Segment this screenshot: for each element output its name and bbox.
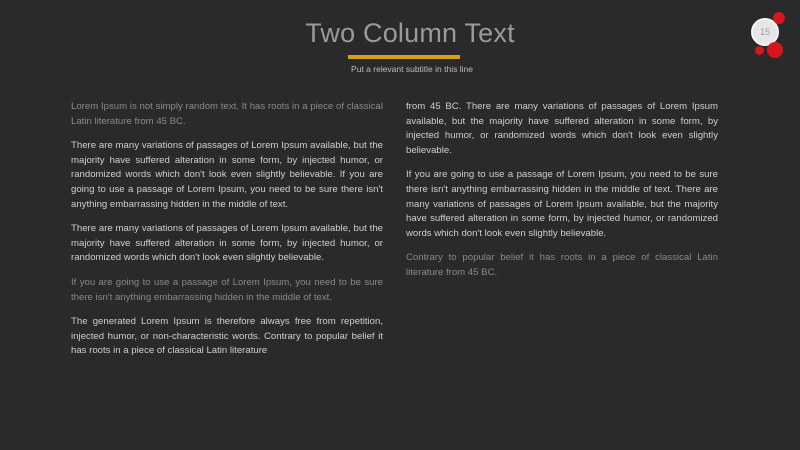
decorative-dot-icon bbox=[773, 12, 785, 24]
paragraph: There are many variations of passages of Lorem Ipsum available, but the majority have suffered alteration in some form, by injected humor, or randomized words which don't look even slightly believable. If you are going to use a passage of Lorem Ipsum, you need to be sure there isn't anything embarrassing hidden in the middle of text. bbox=[71, 140, 383, 210]
title-underline bbox=[348, 55, 460, 59]
paragraph: from 45 BC. There are many variations of passages of Lorem Ipsum available, but the majority have suffered alteration in some form, by injected humor, or randomized words which don't look even slightly believable. bbox=[406, 101, 718, 156]
text-column-left bbox=[71, 100, 383, 369]
paragraph: The generated Lorem Ipsum is therefore always free from repetition, injected humor, or non-characteristic words. Contrary to popular belief it has roots in a piece of classical Latin literature bbox=[71, 316, 383, 357]
paragraph: Lorem Ipsum is not simply random text. It has roots in a piece of classical Latin literature from 45 BC. bbox=[71, 101, 383, 127]
text-column-right bbox=[406, 100, 718, 291]
paragraph: If you are going to use a passage of Lorem Ipsum, you need to be sure there isn't anything embarrassing hidden in the middle of text. There are many variations of passages of Lorem Ipsum available, but the majority have suffered alteration in some form, by injected humor, or randomized words which don't look even slightly believable. bbox=[406, 169, 718, 239]
slide-subtitle: Put a relevant subtitle in this line bbox=[351, 64, 473, 74]
paragraph: If you are going to use a passage of Lorem Ipsum, you need to be sure there isn't anything embarrassing hidden in the middle of text. bbox=[71, 276, 383, 303]
page-number-badge: 15 bbox=[751, 18, 779, 46]
paragraph: Contrary to popular belief it has roots in a piece of classical Latin literature from 45 BC. bbox=[406, 252, 718, 278]
decorative-dot-icon bbox=[755, 46, 764, 55]
decorative-dot-icon bbox=[767, 42, 783, 58]
slide-title: Two Column Text bbox=[305, 18, 515, 48]
paragraph: There are many variations of passages of Lorem Ipsum available, but the majority have suffered alteration in some form, by injected humor, or randomized words which don't look even slightly believable. bbox=[71, 223, 383, 264]
